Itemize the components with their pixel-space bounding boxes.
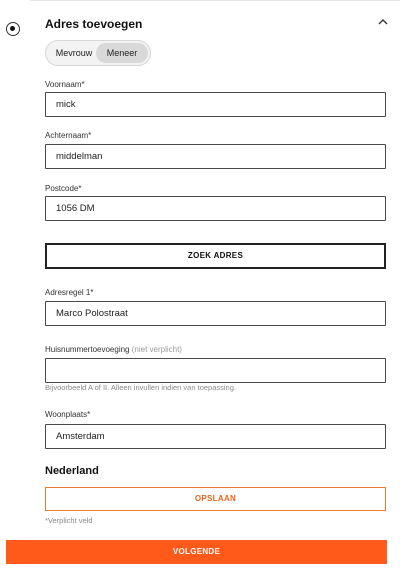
top-divider [30,0,400,1]
chevron-up-icon[interactable] [377,16,389,28]
volgende-button[interactable]: VOLGENDE [6,540,387,564]
huisnummer-input[interactable] [45,358,386,383]
adresregel-input[interactable]: Marco Polostraat [45,301,386,326]
adresregel-label: Adresregel 1* [45,288,94,297]
section-title: Adres toevoegen [45,17,143,31]
woonplaats-label: Woonplaats* [45,410,91,419]
opslaan-button[interactable]: OPSLAAN [45,487,386,511]
huisnummer-hint: Bijvoorbeeld A of II. Alleen invullen indien van toepassing. [45,383,236,392]
woonplaats-input[interactable]: Amsterdam [45,424,386,449]
voornaam-label: Voornaam* [45,80,85,89]
achternaam-label: Achternaam* [45,131,92,140]
achternaam-input[interactable]: middelman [45,144,386,169]
postcode-input[interactable]: 1056 DM [45,196,386,221]
voornaam-input[interactable]: mick [45,92,386,117]
required-field-note: *Verplicht veld [45,516,93,525]
gender-toggle [45,40,151,66]
huisnummer-label-text: Huisnummertoevoeging [45,345,130,354]
zoek-adres-button[interactable]: ZOEK ADRES [45,243,386,269]
address-radio-selected-icon[interactable] [6,22,20,36]
postcode-label: Postcode* [45,184,82,193]
huisnummer-label [45,345,182,354]
gender-option-meneer[interactable]: Meneer [96,43,148,63]
gender-option-mevrouw[interactable]: Mevrouw [55,48,93,58]
optional-note: (niet verplicht) [131,345,182,354]
country-label: Nederland [45,465,99,477]
